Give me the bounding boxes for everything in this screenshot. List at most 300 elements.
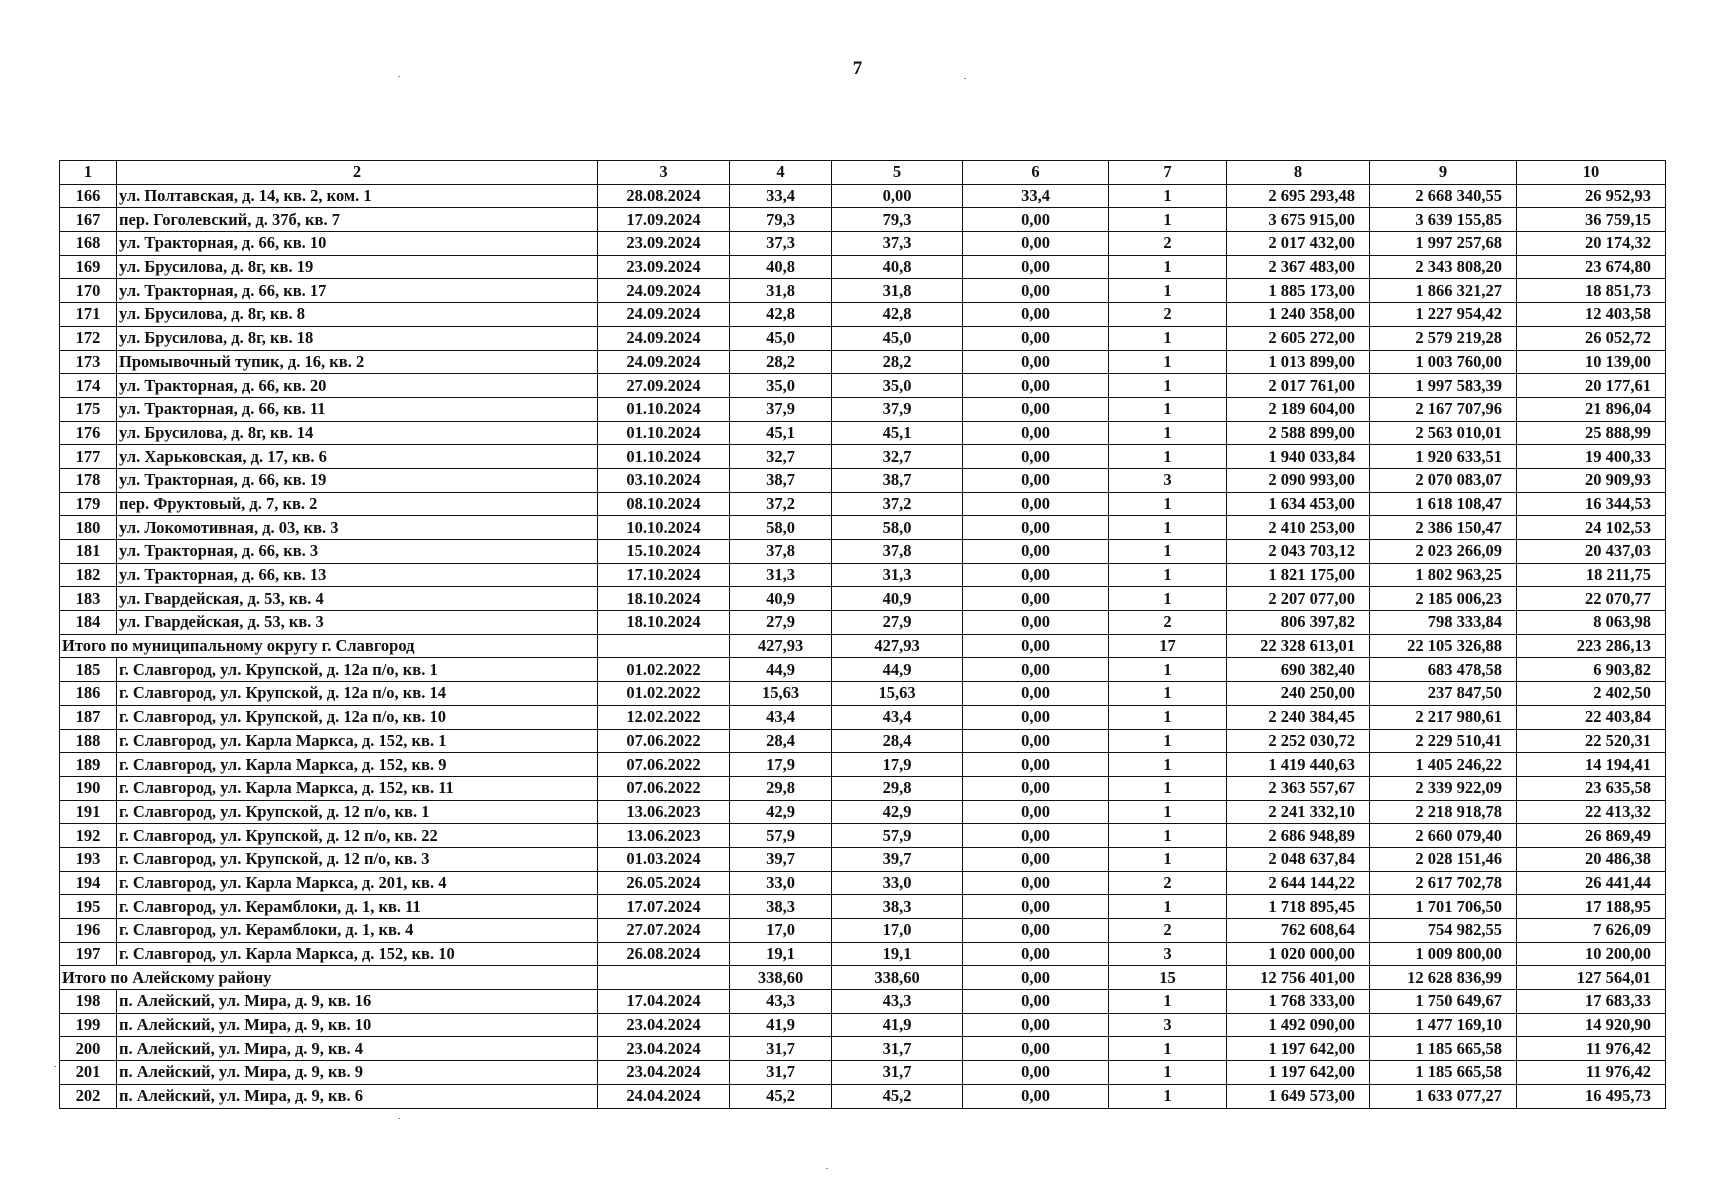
table-row — [60, 232, 1666, 256]
column-header: 6 — [963, 161, 1109, 185]
table-cell: 1 618 108,47 — [1370, 492, 1517, 516]
table-cell: 26 869,49 — [1517, 824, 1666, 848]
table-cell: 32,7 — [832, 445, 963, 469]
table-cell: 15,63 — [832, 682, 963, 706]
table-cell: 1 — [1109, 729, 1227, 753]
column-header: 8 — [1227, 161, 1370, 185]
table-cell: 20 177,61 — [1517, 374, 1666, 398]
table-cell: 1 — [1109, 587, 1227, 611]
row-number: 169 — [60, 255, 117, 279]
table-cell: 23.09.2024 — [598, 255, 730, 279]
address-cell: Промывочный тупик, д. 16, кв. 2 — [117, 350, 598, 374]
table-cell: 240 250,00 — [1227, 682, 1370, 706]
address-cell: г. Славгород, ул. Керамблоки, д. 1, кв. 11 — [117, 895, 598, 919]
registry-table — [59, 160, 1666, 1109]
table-row — [60, 990, 1666, 1014]
table-cell: 0,00 — [832, 184, 963, 208]
row-number: 172 — [60, 326, 117, 350]
table-cell: 0,00 — [963, 279, 1109, 303]
column-header: 4 — [730, 161, 832, 185]
row-number: 189 — [60, 753, 117, 777]
address-cell: г. Славгород, ул. Керамблоки, д. 1, кв. 4 — [117, 919, 598, 943]
address-cell: ул. Полтавская, д. 14, кв. 2, ком. 1 — [117, 184, 598, 208]
table-cell: 2 241 332,10 — [1227, 800, 1370, 824]
table-row — [60, 350, 1666, 374]
address-cell: г. Славгород, ул. Крупской, д. 12 п/о, кв. 22 — [117, 824, 598, 848]
table-cell: 22 403,84 — [1517, 705, 1666, 729]
table-cell: 0,00 — [963, 776, 1109, 800]
table-cell: 18 211,75 — [1517, 563, 1666, 587]
table-cell: 2 185 006,23 — [1370, 587, 1517, 611]
table-cell: 798 333,84 — [1370, 611, 1517, 635]
table-row — [60, 540, 1666, 564]
address-cell: п. Алейский, ул. Мира, д. 9, кв. 4 — [117, 1037, 598, 1061]
column-header: 2 — [117, 161, 598, 185]
table-cell: 07.06.2022 — [598, 776, 730, 800]
table-cell: 1 — [1109, 1037, 1227, 1061]
table-cell: 43,3 — [832, 990, 963, 1014]
row-number: 196 — [60, 919, 117, 943]
row-number: 202 — [60, 1084, 117, 1108]
table-cell: 18.10.2024 — [598, 587, 730, 611]
table-cell: 2 217 980,61 — [1370, 705, 1517, 729]
address-cell: ул. Гвардейская, д. 53, кв. 3 — [117, 611, 598, 635]
row-number: 166 — [60, 184, 117, 208]
table-cell: 11 976,42 — [1517, 1037, 1666, 1061]
table-cell: 44,9 — [730, 658, 832, 682]
table-cell: 1 185 665,58 — [1370, 1061, 1517, 1085]
table-cell: 2 386 150,47 — [1370, 516, 1517, 540]
table-cell: 20 174,32 — [1517, 232, 1666, 256]
table-row — [60, 847, 1666, 871]
table-row — [60, 919, 1666, 943]
row-number: 200 — [60, 1037, 117, 1061]
table-cell: 0,00 — [963, 753, 1109, 777]
table-cell: 35,0 — [832, 374, 963, 398]
table-cell: 45,2 — [730, 1084, 832, 1108]
table-cell: 42,9 — [832, 800, 963, 824]
table-cell: 19,1 — [832, 942, 963, 966]
table-cell: 2 167 707,96 — [1370, 397, 1517, 421]
address-cell: ул. Харьковская, д. 17, кв. 6 — [117, 445, 598, 469]
table-cell: 37,2 — [832, 492, 963, 516]
table-cell: 1 197 642,00 — [1227, 1037, 1370, 1061]
table-cell: 2 339 922,09 — [1370, 776, 1517, 800]
table-cell: 2 229 510,41 — [1370, 729, 1517, 753]
table-row — [60, 776, 1666, 800]
table-row — [60, 1037, 1666, 1061]
table-cell: 0,00 — [963, 990, 1109, 1014]
table-cell: 1 240 358,00 — [1227, 303, 1370, 327]
table-cell: 1 — [1109, 279, 1227, 303]
table-cell: 17.10.2024 — [598, 563, 730, 587]
row-number: 191 — [60, 800, 117, 824]
table-row — [60, 682, 1666, 706]
table-cell: 28.08.2024 — [598, 184, 730, 208]
table-cell: 0,00 — [963, 1037, 1109, 1061]
table-cell: 31,7 — [730, 1061, 832, 1085]
table-cell: 683 478,58 — [1370, 658, 1517, 682]
table-row — [60, 421, 1666, 445]
table-cell: 0,00 — [963, 374, 1109, 398]
table-row — [60, 397, 1666, 421]
table-cell: 41,9 — [832, 1013, 963, 1037]
table-cell: 2 617 702,78 — [1370, 871, 1517, 895]
scan-speck — [826, 1168, 828, 1169]
scan-speck — [398, 1118, 400, 1119]
row-number: 185 — [60, 658, 117, 682]
table-cell: 2 189 604,00 — [1227, 397, 1370, 421]
column-header: 9 — [1370, 161, 1517, 185]
table-row — [60, 492, 1666, 516]
table-cell: 0,00 — [963, 895, 1109, 919]
table-cell: 24.09.2024 — [598, 303, 730, 327]
table-cell: 23.04.2024 — [598, 1061, 730, 1085]
table-cell: 2 644 144,22 — [1227, 871, 1370, 895]
row-number: 173 — [60, 350, 117, 374]
address-cell: г. Славгород, ул. Крупской, д. 12 п/о, кв. 3 — [117, 847, 598, 871]
table-cell: 0,00 — [963, 1061, 1109, 1085]
table-cell: 01.10.2024 — [598, 421, 730, 445]
row-number: 175 — [60, 397, 117, 421]
table-cell: 0,00 — [963, 397, 1109, 421]
address-cell: п. Алейский, ул. Мира, д. 9, кв. 9 — [117, 1061, 598, 1085]
table-cell: 44,9 — [832, 658, 963, 682]
table-cell: 26 441,44 — [1517, 871, 1666, 895]
table-cell: 223 286,13 — [1517, 634, 1666, 658]
table-row — [60, 445, 1666, 469]
table-row — [60, 800, 1666, 824]
table-cell: 18 851,73 — [1517, 279, 1666, 303]
table-cell: 2 240 384,45 — [1227, 705, 1370, 729]
table-row — [60, 326, 1666, 350]
table-cell: 2 563 010,01 — [1370, 421, 1517, 445]
table-row — [60, 303, 1666, 327]
table-cell: 17.09.2024 — [598, 208, 730, 232]
table-cell: 40,9 — [730, 587, 832, 611]
table-cell: 01.10.2024 — [598, 397, 730, 421]
table-cell: 58,0 — [832, 516, 963, 540]
table-cell: 43,3 — [730, 990, 832, 1014]
table-cell: 22 105 326,88 — [1370, 634, 1517, 658]
table-cell: 10 200,00 — [1517, 942, 1666, 966]
table-cell: 1 821 175,00 — [1227, 563, 1370, 587]
table-row — [60, 374, 1666, 398]
table-cell: 1 997 257,68 — [1370, 232, 1517, 256]
row-number: 198 — [60, 990, 117, 1014]
table-body — [60, 161, 1666, 1109]
row-number: 170 — [60, 279, 117, 303]
table-cell: 1 718 895,45 — [1227, 895, 1370, 919]
table-cell: 41,9 — [730, 1013, 832, 1037]
table-cell: 10 139,00 — [1517, 350, 1666, 374]
table-cell: 1 — [1109, 705, 1227, 729]
table-cell: 0,00 — [963, 516, 1109, 540]
table-cell: 42,8 — [832, 303, 963, 327]
table-cell: 1 — [1109, 776, 1227, 800]
page-number: 7 — [852, 58, 863, 79]
column-header: 7 — [1109, 161, 1227, 185]
table-cell: 1 — [1109, 753, 1227, 777]
address-cell: г. Славгород, ул. Карла Маркса, д. 152, кв. 11 — [117, 776, 598, 800]
row-number: 184 — [60, 611, 117, 635]
address-cell: ул. Тракторная, д. 66, кв. 10 — [117, 232, 598, 256]
table-cell: 0,00 — [963, 705, 1109, 729]
address-cell: г. Славгород, ул. Крупской, д. 12а п/о, кв. 1 — [117, 658, 598, 682]
table-cell: 17,9 — [730, 753, 832, 777]
table-cell: 45,2 — [832, 1084, 963, 1108]
table-cell: 3 675 915,00 — [1227, 208, 1370, 232]
subtotal-label: Итого по Алейскому району — [60, 966, 598, 990]
table-cell: 2 017 761,00 — [1227, 374, 1370, 398]
table-cell: 12 403,58 — [1517, 303, 1666, 327]
scan-speck — [398, 76, 400, 77]
row-number: 174 — [60, 374, 117, 398]
table-cell: 2 043 703,12 — [1227, 540, 1370, 564]
table-cell: 127 564,01 — [1517, 966, 1666, 990]
table-cell: 24.09.2024 — [598, 350, 730, 374]
table-cell: 2 023 266,09 — [1370, 540, 1517, 564]
table-cell: 37,3 — [832, 232, 963, 256]
table-cell: 13.06.2023 — [598, 800, 730, 824]
table-cell: 0,00 — [963, 1013, 1109, 1037]
table-cell: 0,00 — [963, 1084, 1109, 1108]
table-cell: 2 070 083,07 — [1370, 468, 1517, 492]
table-cell: 1 — [1109, 445, 1227, 469]
table-cell: 26.08.2024 — [598, 942, 730, 966]
row-number: 192 — [60, 824, 117, 848]
table-cell: 1 227 954,42 — [1370, 303, 1517, 327]
table-cell: 2 207 077,00 — [1227, 587, 1370, 611]
table-cell: 2 017 432,00 — [1227, 232, 1370, 256]
address-cell: г. Славгород, ул. Крупской, д. 12а п/о, кв. 14 — [117, 682, 598, 706]
table-cell: 1 634 453,00 — [1227, 492, 1370, 516]
table-cell: 17.04.2024 — [598, 990, 730, 1014]
table-cell: 31,8 — [730, 279, 832, 303]
table-cell: 0,00 — [963, 871, 1109, 895]
table-cell: 31,7 — [832, 1037, 963, 1061]
table-cell: 33,0 — [832, 871, 963, 895]
address-cell: ул. Брусилова, д. 8г, кв. 19 — [117, 255, 598, 279]
address-cell: г. Славгород, ул. Карла Маркса, д. 152, кв. 1 — [117, 729, 598, 753]
table-cell: 45,1 — [832, 421, 963, 445]
table-cell: 28,2 — [730, 350, 832, 374]
table-cell: 23.04.2024 — [598, 1037, 730, 1061]
table-row — [60, 563, 1666, 587]
row-number: 176 — [60, 421, 117, 445]
address-cell: п. Алейский, ул. Мира, д. 9, кв. 10 — [117, 1013, 598, 1037]
table-cell: 0,00 — [963, 492, 1109, 516]
table-cell: 33,4 — [963, 184, 1109, 208]
address-cell: г. Славгород, ул. Крупской, д. 12а п/о, кв. 10 — [117, 705, 598, 729]
table-cell: 1 — [1109, 421, 1227, 445]
table-cell: 03.10.2024 — [598, 468, 730, 492]
table-cell: 1 419 440,63 — [1227, 753, 1370, 777]
subtotal-row — [60, 634, 1666, 658]
table-cell: 39,7 — [832, 847, 963, 871]
table-cell: 0,00 — [963, 255, 1109, 279]
table-cell: 31,8 — [832, 279, 963, 303]
table-cell: 19 400,33 — [1517, 445, 1666, 469]
table-cell: 338,60 — [832, 966, 963, 990]
table-cell: 0,00 — [963, 563, 1109, 587]
table-cell: 16 495,73 — [1517, 1084, 1666, 1108]
table-cell: 01.03.2024 — [598, 847, 730, 871]
table-cell: 15 — [1109, 966, 1227, 990]
table-cell: 33,0 — [730, 871, 832, 895]
address-cell: ул. Тракторная, д. 66, кв. 20 — [117, 374, 598, 398]
table-cell: 1 185 665,58 — [1370, 1037, 1517, 1061]
table-cell: 1 — [1109, 184, 1227, 208]
table-cell: 31,7 — [730, 1037, 832, 1061]
table-cell: 18.10.2024 — [598, 611, 730, 635]
table-cell: 58,0 — [730, 516, 832, 540]
table-cell: 1 — [1109, 847, 1227, 871]
table-cell: 01.02.2022 — [598, 682, 730, 706]
table-cell: 35,0 — [730, 374, 832, 398]
table-cell: 12.02.2022 — [598, 705, 730, 729]
table-cell: 3 — [1109, 1013, 1227, 1037]
table-cell: 1 649 573,00 — [1227, 1084, 1370, 1108]
table-cell: 1 — [1109, 350, 1227, 374]
table-cell: 1 197 642,00 — [1227, 1061, 1370, 1085]
row-number: 195 — [60, 895, 117, 919]
table-cell: 28,4 — [730, 729, 832, 753]
table-cell: 1 — [1109, 516, 1227, 540]
table-cell: 2 660 079,40 — [1370, 824, 1517, 848]
table-cell: 45,1 — [730, 421, 832, 445]
table-cell: 1 — [1109, 326, 1227, 350]
table-cell: 15.10.2024 — [598, 540, 730, 564]
table-cell: 19,1 — [730, 942, 832, 966]
table-cell: 17,0 — [730, 919, 832, 943]
table-cell: 23 674,80 — [1517, 255, 1666, 279]
table-cell: 26 052,72 — [1517, 326, 1666, 350]
table-cell: 38,3 — [730, 895, 832, 919]
table-cell: 11 976,42 — [1517, 1061, 1666, 1085]
table-cell: 1 — [1109, 397, 1227, 421]
address-cell: п. Алейский, ул. Мира, д. 9, кв. 16 — [117, 990, 598, 1014]
table-cell: 1 009 800,00 — [1370, 942, 1517, 966]
table-cell: 38,7 — [832, 468, 963, 492]
table-cell: 10.10.2024 — [598, 516, 730, 540]
table-row — [60, 729, 1666, 753]
table-cell: 33,4 — [730, 184, 832, 208]
table-cell: 17,0 — [832, 919, 963, 943]
table-cell: 0,00 — [963, 421, 1109, 445]
table-cell: 43,4 — [730, 705, 832, 729]
table-cell: 40,8 — [832, 255, 963, 279]
address-cell: ул. Тракторная, д. 66, кв. 13 — [117, 563, 598, 587]
table-cell: 2 410 253,00 — [1227, 516, 1370, 540]
table-cell: 28,4 — [832, 729, 963, 753]
table-cell: 27.07.2024 — [598, 919, 730, 943]
table-cell: 07.06.2022 — [598, 729, 730, 753]
table-cell: 2 686 948,89 — [1227, 824, 1370, 848]
table-cell: 2 — [1109, 919, 1227, 943]
table-cell: 2 579 219,28 — [1370, 326, 1517, 350]
table-cell: 20 909,93 — [1517, 468, 1666, 492]
table-cell: 17 683,33 — [1517, 990, 1666, 1014]
table-row — [60, 184, 1666, 208]
table-header-row — [60, 161, 1666, 185]
scan-speck — [54, 1066, 56, 1067]
table-cell: 23 635,58 — [1517, 776, 1666, 800]
table-cell: 79,3 — [832, 208, 963, 232]
table-cell: 2 — [1109, 303, 1227, 327]
table-row — [60, 208, 1666, 232]
table-cell: 1 003 760,00 — [1370, 350, 1517, 374]
table-cell: 23.09.2024 — [598, 232, 730, 256]
table-cell: 0,00 — [963, 232, 1109, 256]
table-cell: 42,8 — [730, 303, 832, 327]
table-cell: 2 028 151,46 — [1370, 847, 1517, 871]
table-cell: 0,00 — [963, 658, 1109, 682]
table-cell: 22 070,77 — [1517, 587, 1666, 611]
table-cell: 37,8 — [832, 540, 963, 564]
table-cell: 39,7 — [730, 847, 832, 871]
table-cell: 24.04.2024 — [598, 1084, 730, 1108]
table-cell: 16 344,53 — [1517, 492, 1666, 516]
table-cell: 6 903,82 — [1517, 658, 1666, 682]
table-cell: 2 695 293,48 — [1227, 184, 1370, 208]
table-row — [60, 279, 1666, 303]
table-cell: 1 — [1109, 800, 1227, 824]
table-cell: 1 — [1109, 563, 1227, 587]
row-number: 188 — [60, 729, 117, 753]
table-cell: 1 997 583,39 — [1370, 374, 1517, 398]
table-cell: 1 701 706,50 — [1370, 895, 1517, 919]
address-cell: ул. Тракторная, д. 66, кв. 11 — [117, 397, 598, 421]
table-cell: 27.09.2024 — [598, 374, 730, 398]
table-cell: 21 896,04 — [1517, 397, 1666, 421]
column-header: 10 — [1517, 161, 1666, 185]
table-cell: 17 — [1109, 634, 1227, 658]
table-cell: 20 486,38 — [1517, 847, 1666, 871]
table-cell: 1 — [1109, 492, 1227, 516]
table-cell: 1 — [1109, 255, 1227, 279]
row-number: 199 — [60, 1013, 117, 1037]
table-cell: 29,8 — [832, 776, 963, 800]
table-cell: 1 866 321,27 — [1370, 279, 1517, 303]
table-cell: 15,63 — [730, 682, 832, 706]
table-cell: 26 952,93 — [1517, 184, 1666, 208]
table-cell: 22 328 613,01 — [1227, 634, 1370, 658]
row-number: 190 — [60, 776, 117, 800]
address-cell: ул. Брусилова, д. 8г, кв. 18 — [117, 326, 598, 350]
table-cell: 01.10.2024 — [598, 445, 730, 469]
table-cell: 2 — [1109, 611, 1227, 635]
table-cell — [598, 966, 730, 990]
table-cell: 2 048 637,84 — [1227, 847, 1370, 871]
table-cell: 26.05.2024 — [598, 871, 730, 895]
row-number: 168 — [60, 232, 117, 256]
table-cell: 0,00 — [963, 966, 1109, 990]
table-cell: 22 520,31 — [1517, 729, 1666, 753]
table-row — [60, 824, 1666, 848]
table-cell: 0,00 — [963, 587, 1109, 611]
table-cell: 0,00 — [963, 445, 1109, 469]
table-cell: 806 397,82 — [1227, 611, 1370, 635]
address-cell: ул. Локомотивная, д. 03, кв. 3 — [117, 516, 598, 540]
table-cell: 45,0 — [730, 326, 832, 350]
table-cell: 0,00 — [963, 303, 1109, 327]
row-number: 186 — [60, 682, 117, 706]
table-cell: 0,00 — [963, 942, 1109, 966]
table-cell: 24.09.2024 — [598, 279, 730, 303]
table-cell: 31,3 — [730, 563, 832, 587]
address-cell: п. Алейский, ул. Мира, д. 9, кв. 6 — [117, 1084, 598, 1108]
